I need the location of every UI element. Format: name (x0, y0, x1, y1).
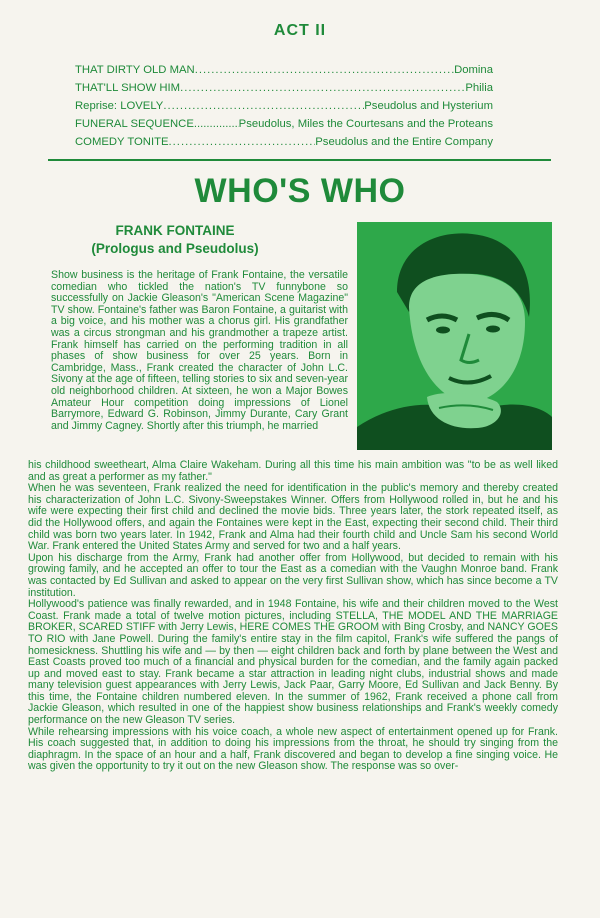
song-row (75, 133, 493, 151)
bio-intro: Show business is the heritage of Frank Fontaine, the versatile comedian who tickled the nation's TV funnybone so successfully on Jackie Gleason's "American Scene Magazine" TV show. Fontaine's father was Baron Fontaine, a guitarist with a big voice, and his mother was a chorus girl. His grandfather was a circus strongman and his grandmother a trapeze artist. Frank himself has carried on the performing tradition in all phases of show business for over 25 years. Born in Cambridge, Mass., Frank created the character of John L.C. Sivony at the age of fifteen, telling stories to six and seven-year old neighborhood children. At sixteen, he won a Major Bowes Amateur Hour competition doing impressions of Lionel Barrymore, Edward G. Robinson, Jimmy Durante, Cary Grant and Jimmy Cagney. Shortly after this triumph, he married (51, 269, 348, 432)
song-title: FUNERAL SEQUENCE (75, 118, 194, 130)
song-performer: Pseudolus, Miles the Courtesans and the Proteans (238, 118, 493, 130)
song-title: COMEDY TONITE (75, 136, 169, 148)
song-row (75, 97, 493, 115)
profile-name: FRANK FONTAINE (115, 223, 235, 238)
song-row (75, 61, 493, 79)
song-title: THAT DIRTY OLD MAN (75, 64, 195, 76)
section-divider (48, 159, 551, 161)
dot-leader (194, 115, 239, 133)
song-performer: Pseudolus and Hysterium (364, 100, 493, 112)
portrait-photo (357, 222, 552, 450)
bio-paragraph: When he was seventeen, Frank realized the need for identification in the public's memory and thereby created his characterization of John L.C. Sivony-Sweepstakes Winner. Offers from Hollywood rolled in, but he and his wife were expecting their first child and declined the movie bids. Three years later, the stork repeated itself, as did the Hollywood offers, and again the Fontaines were kept in the East, expecting their second child. Their third child was born two years later. In 1942, Frank and Alma had their fourth child and Uncle Sam his second World War. Frank entered the United States Army and served for two and a half years. (28, 482, 558, 553)
song-row (75, 115, 493, 133)
song-performer: Philia (465, 82, 493, 94)
bio-paragraph: Upon his discharge from the Army, Frank had another offer from Hollywood, but decided to remain with his growing family, and he accepted an offer to tour the East as a comedian with the Vaughn Monroe band. Frank was contacted by Ed Sullivan and asked to appear on the very first Sullivan show, which has since become a TV institution. (28, 551, 558, 599)
bio-paragraph: While rehearsing impressions with his voice coach, a whole new aspect of entertainment opened up for Frank. His coach suggested that, in addition to doing his impressions from the throat, he should try singing from the diaphragm. In the space of an hour and a half, Frank discovered and began to develop a fine singing voice. He was given the opportunity to try it out on the new Gleason show. The response was so over- (28, 725, 558, 773)
song-row (75, 79, 493, 97)
section-title: WHO'S WHO (194, 172, 406, 210)
bio-paragraph: his childhood sweetheart, Alma Claire Wakeham. During all this time his main ambition was "to be as well liked and as great a performer as my father." (28, 459, 558, 483)
bio-body (28, 460, 558, 773)
act-title: ACT II (273, 22, 327, 39)
song-title: Reprise: LOVELY (75, 100, 164, 112)
song-performer: Domina (454, 64, 493, 76)
bio-paragraph: Hollywood's patience was finally rewarded, and in 1948 Fontaine, his wife and their children moved to the West Coast. Frank made a total of twelve motion pictures, including STELLA, THE MODEL AND THE MARRIAGE BROKER, SCARED STIFF with Jerry Lewis, HERE COMES THE GROOM with Bing Crosby, and NANCY GOES TO RIO with Jane Powell. During the family's entire stay in the film capitol, Frank's wife suffered the pangs of homesickness. Shuttling his wife and — by then — eight children back and forth by plane between the West and East Coasts proved too much of a financial and physical burden for the comedian, and the family again packed up and moved east to stay. Frank became a star attraction in leading night clubs, industrial shows and made many television guest appearances with Jerry Lewis, Jack Paar, Garry Moore, Ed Sullivan and Jack Benny. By this time, the Fontaine children numbered eleven. In the summer of 1962, Frank received a phone call from Jackie Gleason, which resulted in one of the happiest show business relationships and Frank's weekly comedy performance on the new Gleason TV series. (28, 598, 558, 727)
song-list (75, 61, 493, 151)
dot-leader (180, 79, 465, 97)
dot-leader (195, 61, 454, 79)
dot-leader (163, 97, 364, 115)
dot-leader (169, 133, 316, 151)
song-performer: Pseudolus and the Entire Company (315, 136, 493, 148)
profile-role: (Prologus and Pseudolus) (91, 241, 259, 256)
song-title: THAT'LL SHOW HIM (75, 82, 181, 94)
